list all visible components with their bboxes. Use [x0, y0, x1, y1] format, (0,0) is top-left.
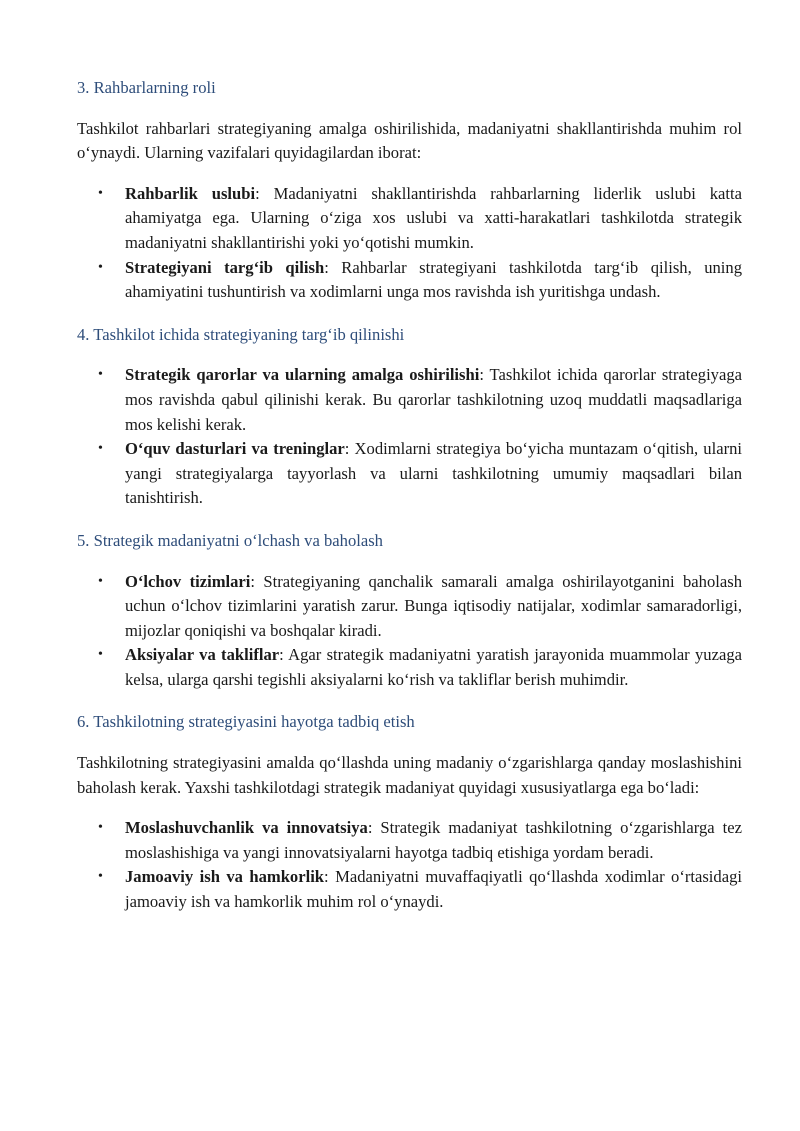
- list-item-text: : Strategik madaniyat tashkilotning oʻzgarishlarga tez moslashishiga va yangi innovatsiyalarni hayotga tadbiq etishiga yordam beradi.: [125, 818, 742, 862]
- list-item: [77, 865, 742, 914]
- list-item-text: : Strategiyaning qanchalik samarali amalga oshirilayotganini baholash uchun oʻlchov tizimlarini yaratish zarur. Bunga iqtisodiy natijalar, xodimlar samaradorligi, mijozlar qoniqishi va boshqalar kiradi.: [125, 571, 742, 640]
- section-olchash-baholash: [77, 529, 742, 693]
- section-heading: 3. Rahbarlarning roli: [77, 78, 216, 97]
- list-item-term: Jamoaviy ish va hamkorlik: [125, 867, 325, 887]
- bullet-list: [77, 182, 742, 305]
- list-item-term: Strategik qarorlar va ularning amalga oshirilishi: [125, 365, 480, 385]
- bullet-icon: •: [98, 367, 103, 383]
- list-item-term: Aksiyalar va takliflar: [125, 645, 280, 665]
- list-item-text: : Rahbarlar strategiyani tashkilotda targʻib qilish, uning ahamiyatini tushuntirish va xodimlarni unga mos ravishda ish yuritishga undash.: [125, 257, 742, 302]
- list-item: [77, 643, 742, 692]
- bullet-icon: •: [98, 185, 103, 201]
- section-heading: 4. Tashkilot ichida strategiyaning targʻib qilinishi: [77, 324, 405, 344]
- list-item: [77, 437, 742, 511]
- document-page: [77, 76, 742, 915]
- section-hayotga-tadbiq: [77, 710, 742, 914]
- bullet-icon: •: [98, 869, 103, 885]
- section-intro: Tashkilotning strategiyasini amalda qoʻllashda uning madaniy oʻzgarishlarga qanday moslashishini baholash kerak. Yaxshi tashkilotdagi strategik madaniyat quyidagi xususiyatlarga ega boʻladi:: [77, 753, 742, 797]
- list-item-term: Oʻlchov tizimlari: [125, 571, 251, 591]
- section-heading: 6. Tashkilotning strategiyasini hayotga tadbiq etish: [77, 712, 415, 732]
- bullet-icon: •: [98, 259, 103, 275]
- section-heading: 5. Strategik madaniyatni oʻlchash va baholash: [77, 530, 383, 550]
- list-item: [77, 816, 742, 865]
- bullet-icon: •: [98, 573, 103, 589]
- list-item-text: : Madaniyatni shakllantirishda rahbarlarning liderlik uslubi katta ahamiyatga ega. Ularning oʻziga xos uslubi va xatti-harakatlari tashkilotda strategik madaniyatni shakllantirishi yoki yoʻqotishi mumkin.: [125, 183, 742, 252]
- list-item-term: Moslashuvchanlik va innovatsiya: [125, 818, 368, 838]
- list-item-text: : Agar strategik madaniyatni yaratish jarayonida muammolar yuzaga kelsa, ularga qarshi tegishli aksiyalarni koʻrish va takliflar berish muhimdir.: [125, 645, 742, 689]
- section-intro: Tashkilot rahbarlari strategiyaning amalga oshirilishida, madaniyatni shakllantirishda muhim rol oʻynaydi. Ularning vazifalari quyidagilardan iborat:: [77, 118, 742, 163]
- bullet-list: [77, 363, 742, 511]
- list-item: [77, 570, 742, 644]
- list-item-text: : Xodimlarni strategiya boʻyicha muntazam oʻqitish, ularni yangi strategiyalarga tayyorlash va ularni tashkilotning umumiy maqsadlari bilan tanishtirish.: [125, 439, 742, 508]
- list-item-term: Rahbarlik uslubi: [125, 183, 256, 203]
- list-item-term: Oʻquv dasturlari va treninglar: [125, 439, 345, 459]
- bullet-icon: •: [98, 441, 103, 457]
- section-rahbarlarning-roli: [77, 76, 742, 305]
- list-item-text: : Madaniyatni muvaffaqiyatli qoʻllashda xodimlar oʻrtasidagi jamoaviy ish va hamkorlik muhim rol oʻynaydi.: [125, 867, 742, 912]
- bullet-list: [77, 570, 742, 693]
- list-item: [77, 182, 742, 256]
- bullet-icon: •: [98, 647, 103, 663]
- section-strategiya-targib: [77, 323, 742, 511]
- list-item: [77, 363, 742, 437]
- list-item: [77, 256, 742, 305]
- bullet-icon: •: [98, 820, 103, 836]
- list-item-text: : Tashkilot ichida qarorlar strategiyaga mos ravishda qabul qilinishi kerak. Bu qarorlar tashkilotning uzoq muddatli maqsadlariga mos kelishi kerak.: [125, 365, 742, 434]
- list-item-term: Strategiyani targʻib qilish: [125, 257, 325, 277]
- bullet-list: [77, 816, 742, 914]
